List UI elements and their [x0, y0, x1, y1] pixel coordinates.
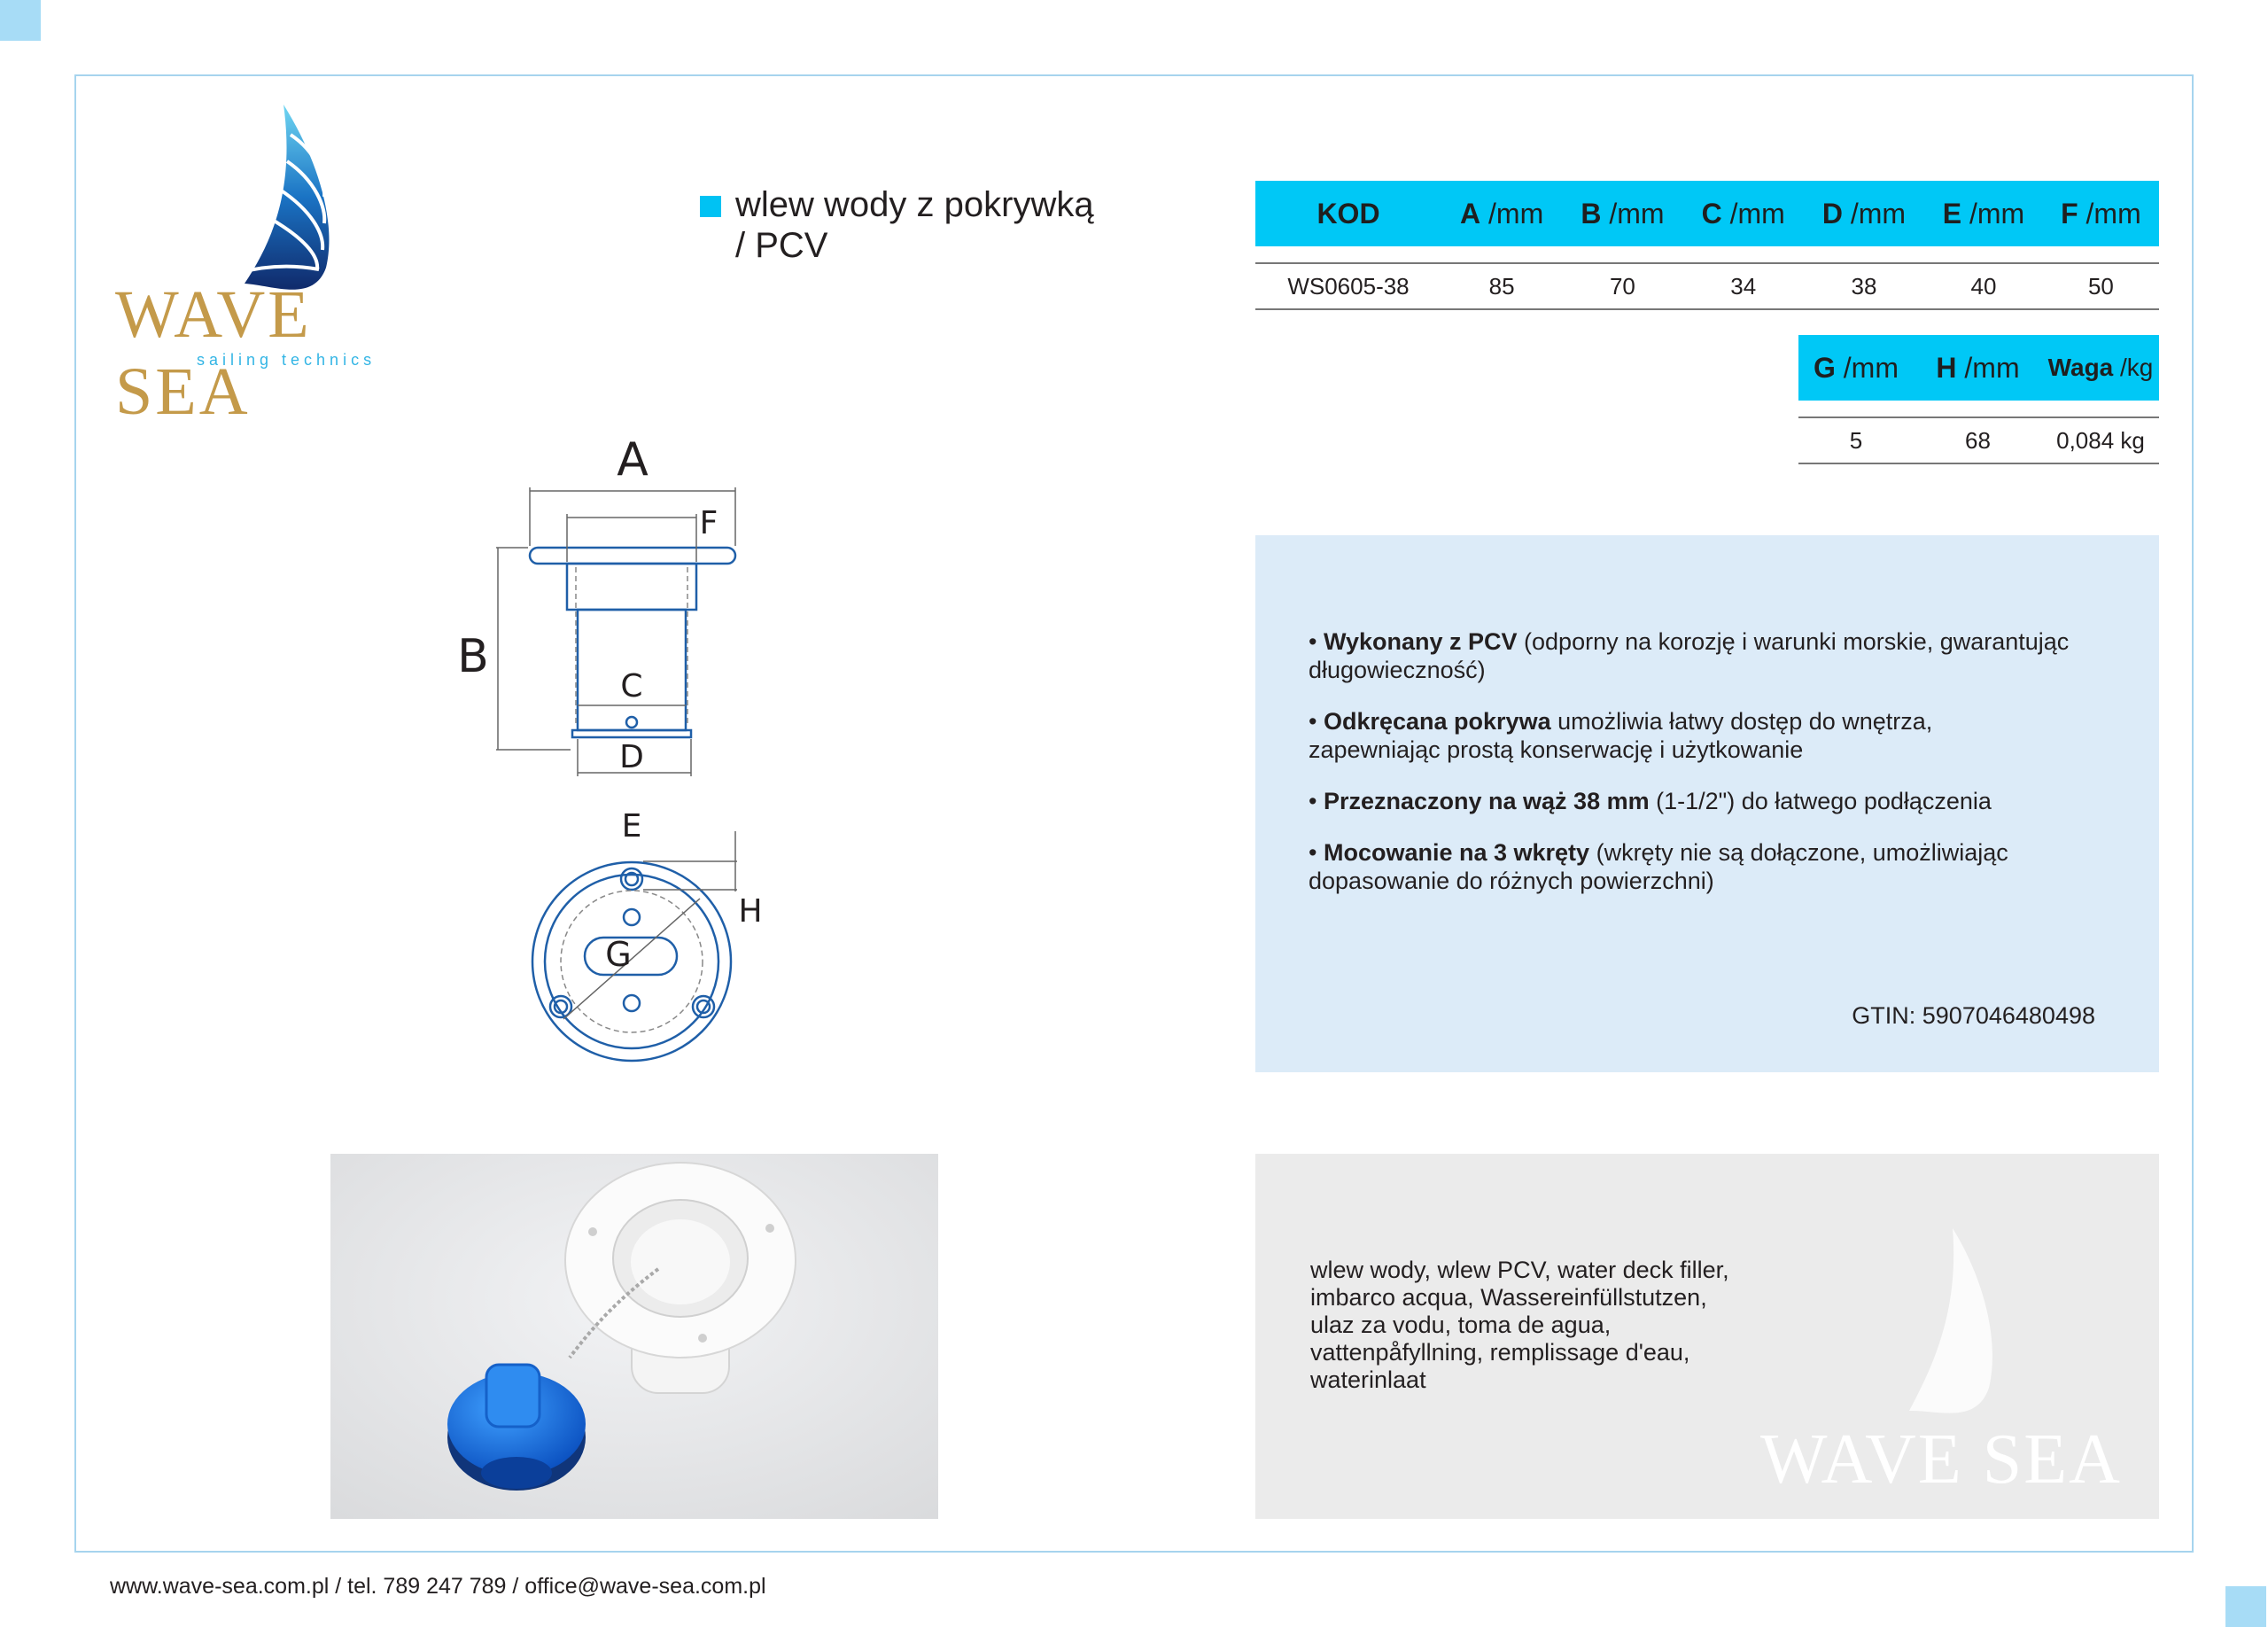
- corner-marker-top-left: [0, 0, 41, 41]
- value-d: 38: [1804, 263, 1924, 309]
- spec-table-secondary: [1798, 335, 2159, 464]
- product-title: [700, 184, 1094, 266]
- feature-item: • Przeznaczony na wąż 38 mm (1-1/2") do łatwego podłączenia: [1309, 788, 1992, 814]
- brand-name: WAVE SEA: [115, 277, 312, 429]
- brand-tagline: sailing technics: [197, 351, 377, 369]
- feature-item: • Mocowanie na 3 wkręty (wkręty nie są dołączone, umożliwiając dopasowanie do różnych powierzchni): [1309, 839, 2008, 894]
- dim-label-e: E: [621, 808, 642, 845]
- technical-drawing: [443, 425, 797, 1081]
- keywords-panel: [1255, 1154, 2159, 1519]
- header-b: B /mm: [1562, 181, 1682, 246]
- header-a: A /mm: [1441, 181, 1562, 246]
- value-h: 68: [1914, 417, 2042, 463]
- spec-value-row: [1255, 263, 2159, 309]
- header-d: D /mm: [1804, 181, 1924, 246]
- header-e: E /mm: [1924, 181, 2043, 246]
- dim-label-c: C: [620, 668, 643, 705]
- spec2-value-row: [1798, 417, 2159, 463]
- dim-label-f: F: [699, 505, 718, 541]
- value-c: 34: [1683, 263, 1804, 309]
- deck-filler-photo-icon: [330, 1154, 938, 1519]
- features-panel: [1255, 535, 2159, 1072]
- footer-contact: www.wave-sea.com.pl / tel. 789 247 789 / office@wave-sea.com.pl: [110, 1574, 766, 1599]
- dim-label-h: H: [738, 893, 763, 930]
- header-waga: Waga /kg: [2042, 335, 2159, 401]
- header-c: C /mm: [1683, 181, 1804, 246]
- spec-table-main: [1255, 181, 2159, 310]
- feature-item: • Wykonany z PCV (odporny na korozję i warunki morskie, gwarantując długowieczność): [1309, 628, 2070, 683]
- watermark-text: WAVE SEA: [1760, 1421, 2122, 1499]
- value-kod: WS0605-38: [1255, 263, 1441, 309]
- product-photo: [330, 1154, 938, 1519]
- spec2-header-row: [1798, 335, 2159, 401]
- value-a: 85: [1441, 263, 1562, 309]
- title-line-2: / PCV: [735, 226, 828, 265]
- title-bullet-square: [700, 196, 721, 217]
- features-list: [1255, 535, 2159, 895]
- dim-label-a: A: [617, 433, 649, 487]
- title-line-1: wlew wody z pokrywką: [735, 185, 1094, 224]
- header-g: G /mm: [1798, 335, 1914, 401]
- header-kod: KOD: [1255, 181, 1441, 246]
- keywords-text: wlew wody, wlew PCV, water deck filler, imbarco acqua, Wassereinfüllstutzen, ulaz za vodu, toma de agua, vattenpåfyllning, remplissage d'eau, waterinlaat: [1310, 1257, 1729, 1393]
- corner-marker-bottom-right: [2225, 1586, 2266, 1627]
- value-g: 5: [1798, 417, 1914, 463]
- value-b: 70: [1562, 263, 1682, 309]
- value-f: 50: [2043, 263, 2159, 309]
- value-waga: 0,084 kg: [2042, 417, 2159, 463]
- header-f: F /mm: [2043, 181, 2159, 246]
- dim-label-d: D: [619, 739, 644, 775]
- dim-label-b: B: [457, 630, 489, 683]
- dim-label-g: G: [605, 935, 632, 974]
- gtin-code: GTIN: 5907046480498: [1852, 1002, 2095, 1029]
- value-e: 40: [1924, 263, 2043, 309]
- spec-header-row: [1255, 181, 2159, 246]
- feature-item: • Odkręcana pokrywa umożliwia łatwy dostęp do wnętrza, zapewniając prostą konserwację i użytkowanie: [1309, 708, 1933, 763]
- header-h: H /mm: [1914, 335, 2042, 401]
